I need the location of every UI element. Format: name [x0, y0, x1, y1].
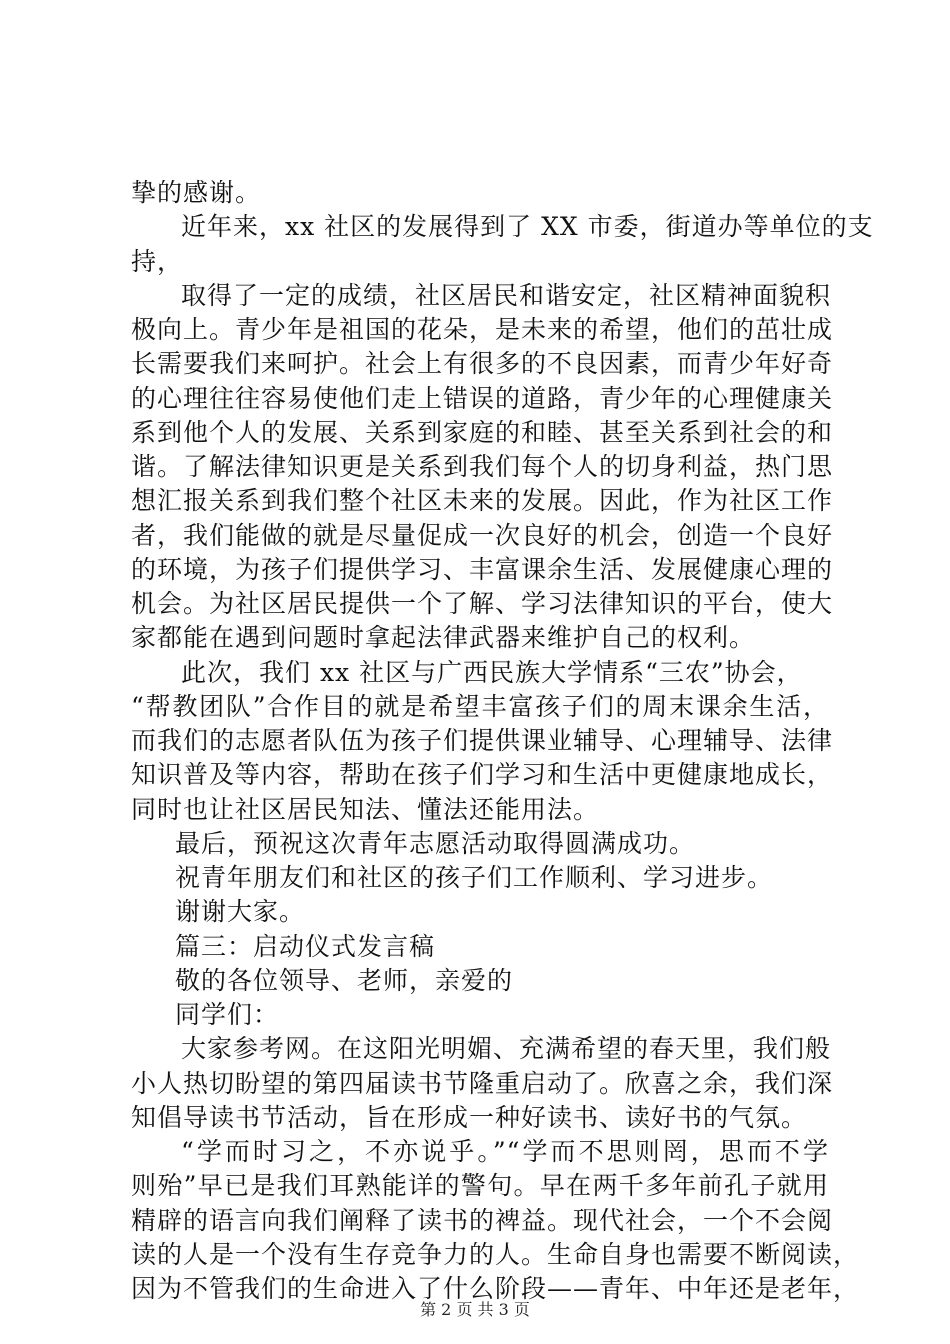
text-line: 读的人是一个没有生存竞争力的人。生命自身也需要不断阅读，: [131, 1240, 860, 1269]
text-line: 知识普及等内容，帮助在孩子们学习和生活中更健康地成长，: [131, 760, 834, 789]
text-line: 精辟的语言向我们阐释了读书的裨益。现代社会，一个不会阅: [131, 1206, 834, 1235]
text-line: 同时也让社区居民知法、懂法还能用法。: [131, 795, 600, 824]
text-line: 同学们：: [175, 1000, 280, 1029]
text-line: 者，我们能做的就是尽量促成一次良好的机会，创造一个良好: [131, 521, 834, 550]
text-line: 的心理往往容易使他们走上错误的道路，青少年的心理健康关: [131, 384, 834, 413]
text-line: 的环境，为孩子们提供学习、丰富课余生活、发展健康心理的: [131, 555, 834, 584]
text-line: 想汇报关系到我们整个社区未来的发展。因此，作为社区工作: [131, 486, 834, 515]
text-line: 家都能在遇到问题时拿起法律武器来维护自己的权利。: [131, 623, 756, 652]
text-line: 极向上。青少年是祖国的花朵，是未来的希望，他们的茁壮成: [131, 315, 834, 344]
text-line: 近年来，xx 社区的发展得到了 XX 市委，街道办等单位的支: [181, 212, 874, 241]
text-line: 知倡导读书节活动，旨在形成一种好读书、读好书的气氛。: [131, 1103, 808, 1132]
text-line: “帮教团队”合作目的就是希望丰富孩子们的周末课余生活，: [131, 692, 829, 721]
text-line: 机会。为社区居民提供一个了解、学习法律知识的平台，使大: [131, 589, 834, 618]
section-heading: 篇三：启动仪式发言稿: [175, 932, 436, 961]
text-line: 大家参考网。在这阳光明媚、充满希望的春天里，我们般: [181, 1034, 832, 1063]
text-line: 敬的各位领导、老师，亲爱的: [175, 966, 514, 995]
text-line: 此次，我们 xx 社区与广西民族大学情系“三农”协会，: [181, 658, 803, 687]
text-line: 小人热切盼望的第四届读书节隆重启动了。欣喜之余，我们深: [131, 1069, 834, 1098]
text-line: 最后，预祝这次青年志愿活动取得圆满成功。: [175, 829, 696, 858]
text-line: 祝青年朋友们和社区的孩子们工作顺利、学习进步。: [175, 863, 774, 892]
page-number-footer: 第 2 页 共 3 页: [420, 1300, 530, 1319]
text-line: 而我们的志愿者队伍为孩子们提供课业辅导、心理辅导、法律: [131, 726, 834, 755]
text-line: 挚的感谢。: [131, 178, 262, 207]
text-line: 取得了一定的成绩，社区居民和谐安定，社区精神面貌积: [181, 281, 832, 310]
text-line: “学而时习之，不亦说乎。”“学而不思则罔，思而不学: [181, 1137, 829, 1166]
text-line: 因为不管我们的生命进入了什么阶段——青年、中年还是老年，: [131, 1274, 860, 1303]
text-line: 则殆”早已是我们耳熟能详的警句。早在两千多年前孔子就用: [131, 1171, 829, 1200]
text-line: 谢谢大家。: [175, 897, 306, 926]
text-line: 系到他个人的发展、关系到家庭的和睦、甚至关系到社会的和: [131, 418, 834, 447]
text-line: 长需要我们来呵护。社会上有很多的不良因素，而青少年好奇: [131, 349, 834, 378]
text-line: 持，: [131, 247, 184, 276]
text-line: 谐。了解法律知识更是关系到我们每个人的切身利益，热门思: [131, 452, 834, 481]
